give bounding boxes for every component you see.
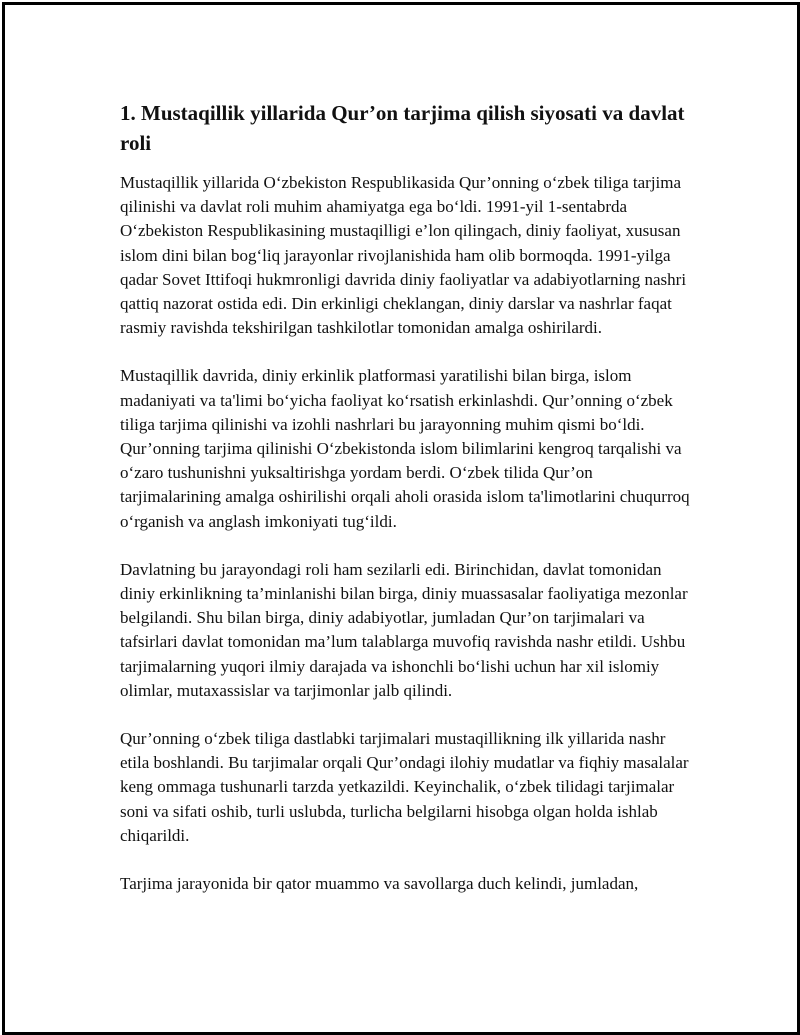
page-frame: [2, 2, 800, 1035]
paragraph-1: Mustaqillik yillarida O‘zbekiston Respublikasida Qur’onning o‘zbek tiliga tarjima qilinishi va davlat roli muhim ahamiyatga ega bo‘ldi. 1991-yil 1-sentabrda O‘zbekiston Respublikasining mustaqilligi e’lon qilingach, diniy faoliyat, xususan islom dini bilan bog‘liq jarayonlar rivojlanishida ham olib bormoqda. 1991-yilga qadar Sovet Ittifoqi hukmronligi davrida diniy faoliyatlar va adabiyotlarning nashri qattiq nazorat ostida edi. Din erkinligi cheklangan, diniy darslar va nashrlar faqat rasmiy ravishda tekshirilgan tashkilotlar tomonidan amalga oshirilardi.: [120, 173, 687, 338]
paragraph-3: Davlatning bu jarayondagi roli ham sezilarli edi. Birinchidan, davlat tomonidan diniy erkinlikning ta’minlanishi bilan birga, diniy muassasalar faoliyatiga mezonlar belgilandi. Shu bilan birga, diniy adabiyotlar, jumladan Qur’on tarjimalari va tafsirlari davlat tomonidan ma’lum talablarga muvofiq ravishda nashr etildi. Ushbu tarjimalarning yuqori ilmiy darajada va ishonchli bo‘lishi uchun har xil islomiy olimlar, mutaxassislar va tarjimonlar jalb qilindi.: [120, 559, 688, 700]
paragraph-4: Qur’onning o‘zbek tiliga dastlabki tarjimalari mustaqillikning ilk yillarida nashr etila boshlandi. Bu tarjimalar orqali Qur’ondagi ilohiy mudatlar va fiqhiy masalalar keng ommaga tushunarli tarzda yetkazildi. Keyinchalik, o‘zbek tilidagi tarjimalar soni va sifati oshib, turli uslubda, turlicha belgilarni hisobga olgan holda ishlab chiqarildi.: [120, 729, 689, 845]
paragraph-5: Tarjima jarayonida bir qator muammo va savollarga duch kelindi, jumladan,: [120, 874, 639, 894]
section-heading: 1. Mustaqillik yillarida Qur’on tarjima qilish siyosati va davlat roli: [120, 101, 685, 155]
document-body: [120, 98, 692, 920]
paragraph-2: Mustaqillik davrida, diniy erkinlik platformasi yaratilishi bilan birga, islom madaniyati va ta'limi bo‘yicha faoliyat ko‘rsatish erkinlashdi. Qur’onning o‘zbek tiliga tarjima qilinishi va izohli nashrlari bu jarayonning muhim qismi bo‘ldi. Qur’onning tarjima qilinishi O‘zbekistonda islom bilimlarini kengroq tarqalishi va o‘zaro tushunishni yuksaltirishga yordam berdi. O‘zbek tilida Qur’on tarjimalarining amalga oshirilishi orqali aholi orasida islom ta'limotlarini chuqurroq o‘rganish va anglash imkoniyati tug‘ildi.: [120, 366, 690, 531]
